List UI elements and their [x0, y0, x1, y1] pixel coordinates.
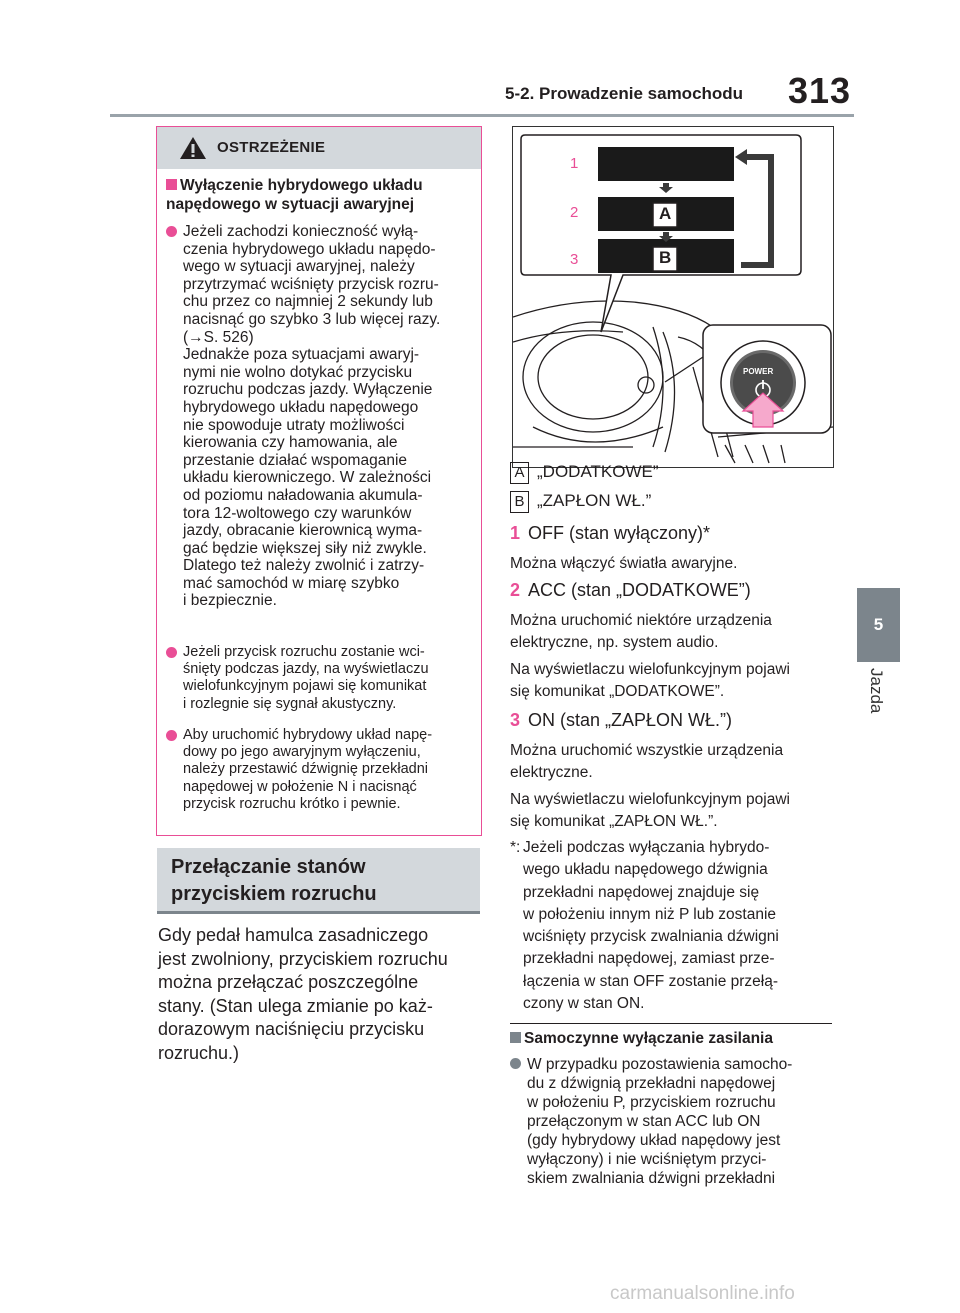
badge-a: A — [659, 204, 672, 223]
label-a-text: „DODATKOWE” — [537, 462, 659, 481]
warning-subheading-text: Wyłączenie hybrydowego układu napędowego w sytuacji awaryjnej — [166, 177, 423, 213]
step-number: 2 — [510, 580, 521, 600]
step-heading — [510, 523, 710, 544]
section-heading-box — [157, 848, 480, 914]
step-title: OFF (stan wyłączony)* — [528, 523, 711, 543]
subsection-divider — [510, 1023, 832, 1024]
step-paragraph: Na wyświetlaczu wielofunkcyjnym pojawi się komunikat „DODATKOWE”. — [510, 661, 790, 700]
footnote-mark: *: — [510, 839, 521, 856]
watermark: carmanualsonline.info — [610, 1283, 795, 1304]
footnote — [510, 837, 840, 1015]
warning-item-text: Jeżeli zachodzi konieczność wyłą- czenia hybrydowego układu napędo- wego w sytuacji awaryjnej, należy przytrzymać wciśnięty przycisk rozru- chu przez co najmniej 2 sekundy lub nacisnąć go szybko 3 lub więcej razy. (→S. 526) Jednakże poza sytuacjami awaryj- nymi nie wolno dotykać przycisku rozruchu podczas jazdy. Wyłączenie hybrydowego układu napędowego nie spowoduje utraty możliwości kierowania czy hamowania, ale przestanie działać wspomaganie układu kierowniczego. W zależności od poziomu naładowania akumula- tora 12-woltowego czy warunków jazdy, obracanie kierownicą wyma- gać będzie większej siły niż zwykle. Dlatego też należy zwolnić i zatrzy- mać samochód w miarę szybko i bezpiecznie. — [183, 223, 441, 610]
step-title: ACC (stan „DODATKOWE”) — [528, 580, 751, 600]
warning-item-text: Aby uruchomić hybrydowy układ napę- dowy po jego awaryjnym wyłączeniu, należy przestawić dźwignię przekładni napędowej w położenie N i nacisnąć przycisk rozruchu krótko i pewnie. — [183, 727, 433, 812]
page-number: 313 — [788, 70, 852, 111]
state-number-1: 1 — [570, 155, 579, 172]
state-number-3: 3 — [570, 251, 579, 268]
state-number-2: 2 — [570, 204, 579, 221]
step-paragraph: Można uruchomić wszystkie urządzenia elektryczne. — [510, 742, 784, 781]
label-a-row — [510, 462, 659, 484]
warning-box — [156, 126, 482, 836]
square-bullet-icon — [510, 1032, 521, 1043]
step-heading — [510, 710, 732, 731]
bullet-icon — [166, 730, 177, 741]
power-button-illustration — [512, 126, 834, 468]
warning-triangle-icon — [179, 136, 207, 165]
section-body: Gdy pedał hamulca zasadniczego jest zwolniony, przyciskiem rozruchu można przełączać poszczególne stany. (Stan ulega zmianie po każ- dorazowym naciśnięciu przycisku rozruchu.) — [158, 925, 448, 1063]
label-b-text: „ZAPŁON WŁ.” — [537, 491, 652, 510]
badge-b: B — [659, 248, 672, 267]
power-button-label: POWER — [743, 367, 774, 376]
warning-item — [166, 644, 476, 713]
warning-item — [166, 727, 476, 813]
chapter-tab[interactable]: 5 — [857, 588, 900, 662]
label-b-key: B — [510, 491, 529, 513]
step-heading — [510, 580, 751, 601]
warning-subheading — [166, 176, 472, 214]
warning-title: OSTRZEŻENIE — [217, 139, 326, 156]
auto-off-heading — [510, 1030, 773, 1048]
label-b-row — [510, 491, 651, 513]
chapter-label: Jazda — [867, 668, 886, 714]
step-paragraph: Można uruchomić niektóre urządzenia elektryczne, np. system audio. — [510, 612, 772, 651]
step-paragraph: Można włączyć światła awaryjne. — [510, 555, 738, 572]
warning-item — [166, 223, 476, 610]
bullet-icon — [510, 1058, 521, 1069]
auto-off-text: W przypadku pozostawienia samocho- du z dźwignią przekładni napędowej w położeniu P, przyciskiem rozruchu przełączonym w stan ACC lub ON (gdy hybrydowy układ napędowy jest wyłączony) i nie wciśniętym przyci- skiem zwalniania dźwigni przekładni — [527, 1056, 793, 1187]
step-number: 3 — [510, 710, 521, 730]
section-header: 5-2. Prowadzenie samochodu — [505, 84, 744, 103]
section-heading: Przełączanie stanów przyciskiem rozruchu — [171, 856, 377, 905]
bullet-icon — [166, 647, 177, 658]
bullet-icon — [166, 226, 177, 237]
auto-off-title: Samoczynne wyłączanie zasilania — [524, 1030, 773, 1047]
step-paragraph: Na wyświetlaczu wielofunkcyjnym pojawi się komunikat „ZAPŁON WŁ.”. — [510, 791, 790, 830]
square-bullet-icon — [166, 179, 177, 190]
label-a-key: A — [510, 462, 529, 484]
step-number: 1 — [510, 523, 521, 543]
warning-header — [157, 127, 481, 169]
footnote-text: Jeżeli podczas wyłączania hybrydo- wego układu napędowego dźwignia przekładni napędowej znajduje się w położeniu innym niż P lub zostanie wciśnięty przycisk zwalniania dźwigni przekładni napędowej, zamiast prze- łączenia w stan OFF zostanie przełą- czony w stan ON. — [523, 839, 779, 1013]
step-title: ON (stan „ZAPŁON WŁ.”) — [528, 710, 733, 730]
warning-item-text: Jeżeli przycisk rozruchu zostanie wci- śnięty podczas jazdy, na wyświetlaczu wielofunkcyjnym pojawi się komunikat i rozlegnie się sygnał akustyczny. — [183, 644, 429, 712]
auto-off-item — [510, 1055, 840, 1188]
header-divider — [110, 114, 854, 117]
